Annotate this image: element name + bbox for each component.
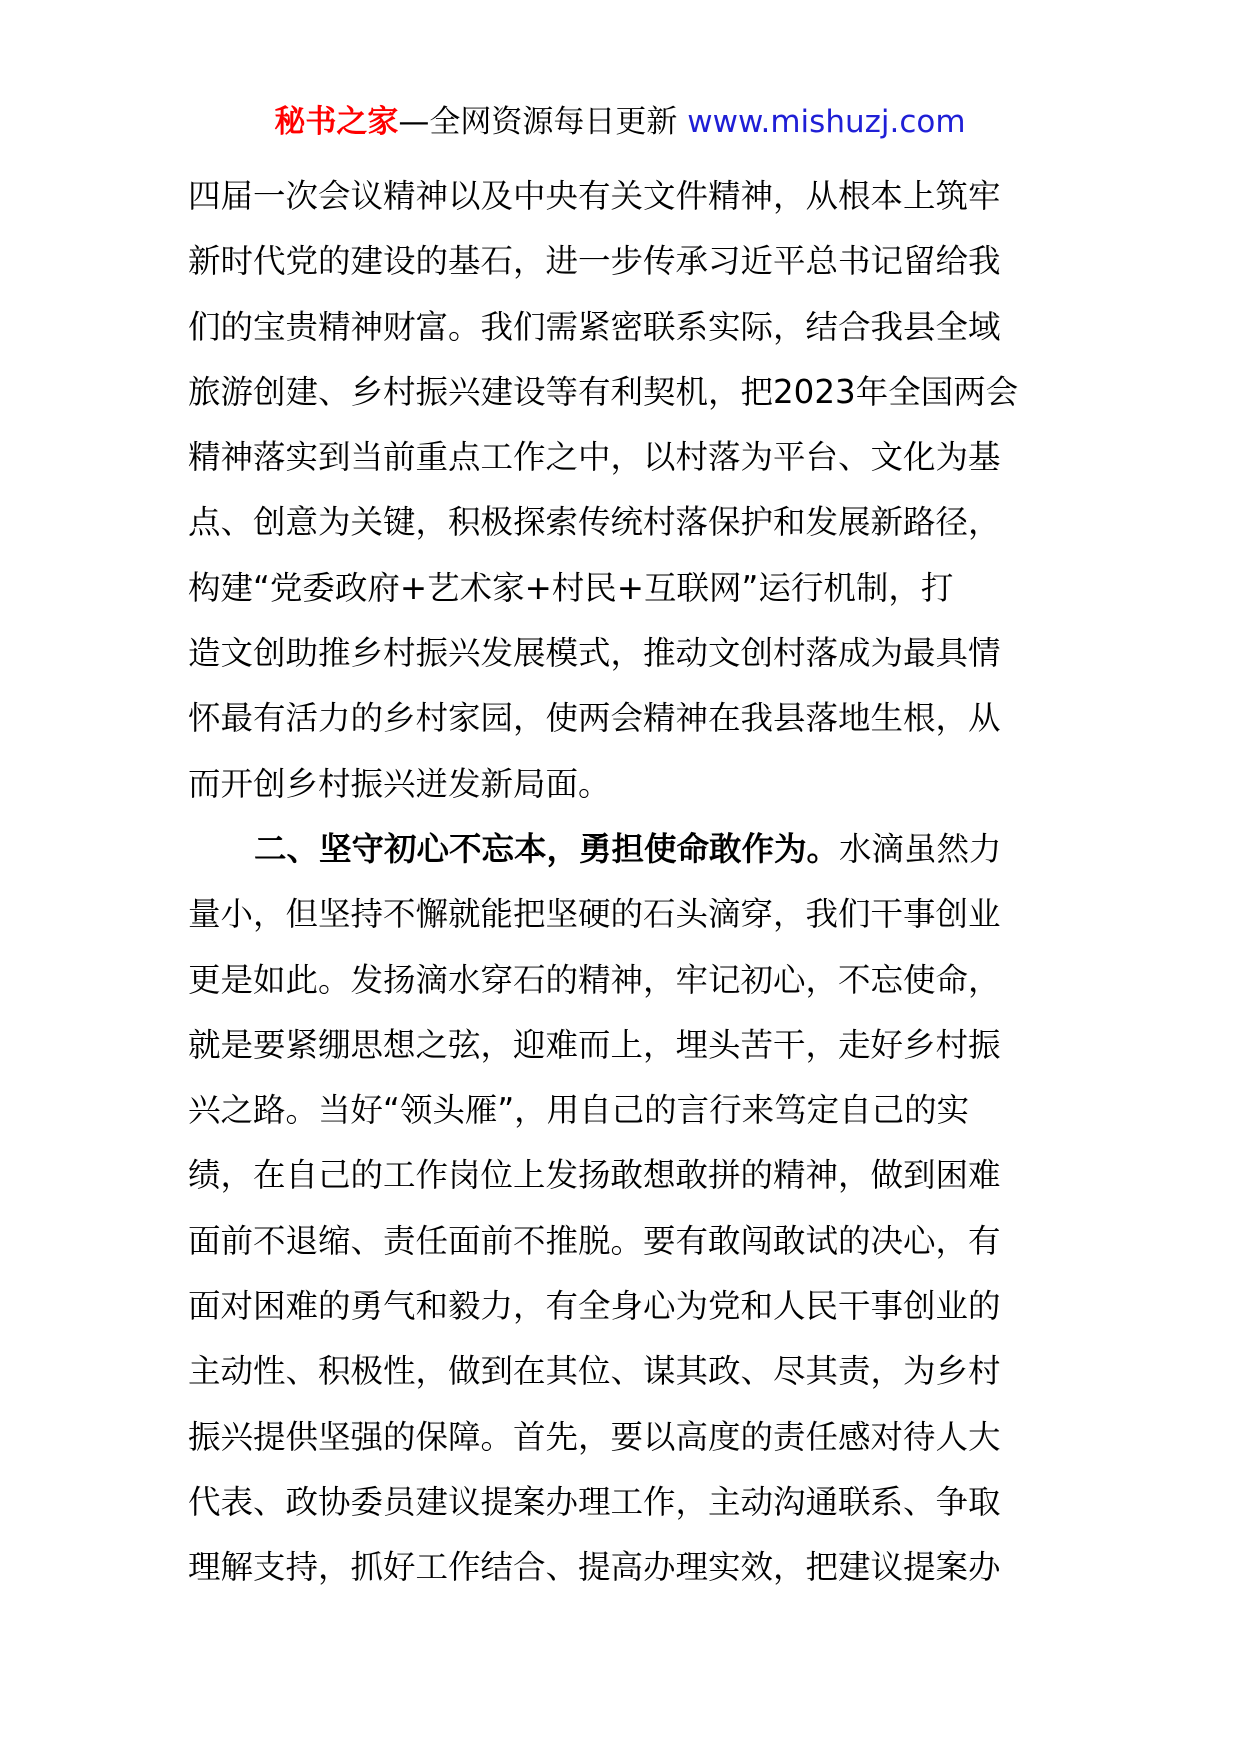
text-line: 造文创助推乡村振兴发展模式，推动文创村落成为最具情 [188, 634, 1001, 673]
text-line: 构建“党委政府+艺术家+村民+互联网”运行机制，打 [188, 568, 954, 607]
text-line: 振兴提供坚强的保障。首先，要以高度的责任感对待人大 [188, 1417, 1001, 1456]
header-tagline: —全网资源每日更新 [398, 104, 688, 140]
text-fragment: 水滴虽然力 [839, 829, 1002, 868]
paragraph-2-first-line [188, 817, 1068, 882]
text-line: 四届一次会议精神以及中央有关文件精神，从根本上筑牢 [188, 177, 1001, 215]
text-line: 精神落实到当前重点工作之中，以村落为平台、文化为基 [188, 438, 1001, 477]
text-line: 更是如此。发扬滴水穿石的精神，牢记初心，不忘使命， [188, 960, 1001, 999]
text-line: 旅游创建、乡村振兴建设等有利契机，把2023年全国两会 [188, 372, 1019, 411]
section-heading: 二、坚守初心不忘本，勇担使命敢作为。 [254, 829, 840, 868]
text-line: 新时代党的建设的基石，进一步传承习近平总书记留给我 [188, 242, 1001, 281]
header-url-link[interactable]: www.mishuzj.com [687, 104, 966, 140]
text-line: 点、创意为关键，积极探索传统村落保护和发展新路径， [188, 503, 1001, 542]
page-header [0, 100, 1240, 144]
text-line: 量小，但坚持不懈就能把坚硬的石头滴穿，我们干事创业 [188, 895, 1001, 934]
document-body [188, 164, 1068, 1601]
text-line: 绩，在自己的工作岗位上发扬敢想敢拼的精神，做到困难 [188, 1156, 1001, 1195]
text-line: 代表、政协委员建议提案办理工作，主动沟通联系、争取 [188, 1482, 1001, 1521]
text-line: 兴之路。当好“领头雁”，用自己的言行来笃定自己的实 [188, 1091, 970, 1130]
text-line: 就是要紧绷思想之弦，迎难而上，埋头苦干，走好乡村振 [188, 1025, 1001, 1064]
text-line: 主动性、积极性，做到在其位、谋其政、尽其责，为乡村 [188, 1352, 1001, 1391]
text-line: 面对困难的勇气和毅力，有全身心为党和人民干事创业的 [188, 1287, 1001, 1326]
header-brand: 秘书之家 [274, 104, 399, 140]
text-line: 面前不退缩、责任面前不推脱。要有敢闯敢试的决心，有 [188, 1221, 1001, 1260]
text-line: 们的宝贵精神财富。我们需紧密联系实际，结合我县全域 [188, 307, 1001, 346]
text-line: 怀最有活力的乡村家园，使两会精神在我县落地生根，从 [188, 699, 1001, 738]
text-line: 理解支持，抓好工作结合、提高办理实效，把建议提案办 [188, 1548, 1001, 1587]
text-line: 而开创乡村振兴迸发新局面。 [188, 764, 611, 803]
